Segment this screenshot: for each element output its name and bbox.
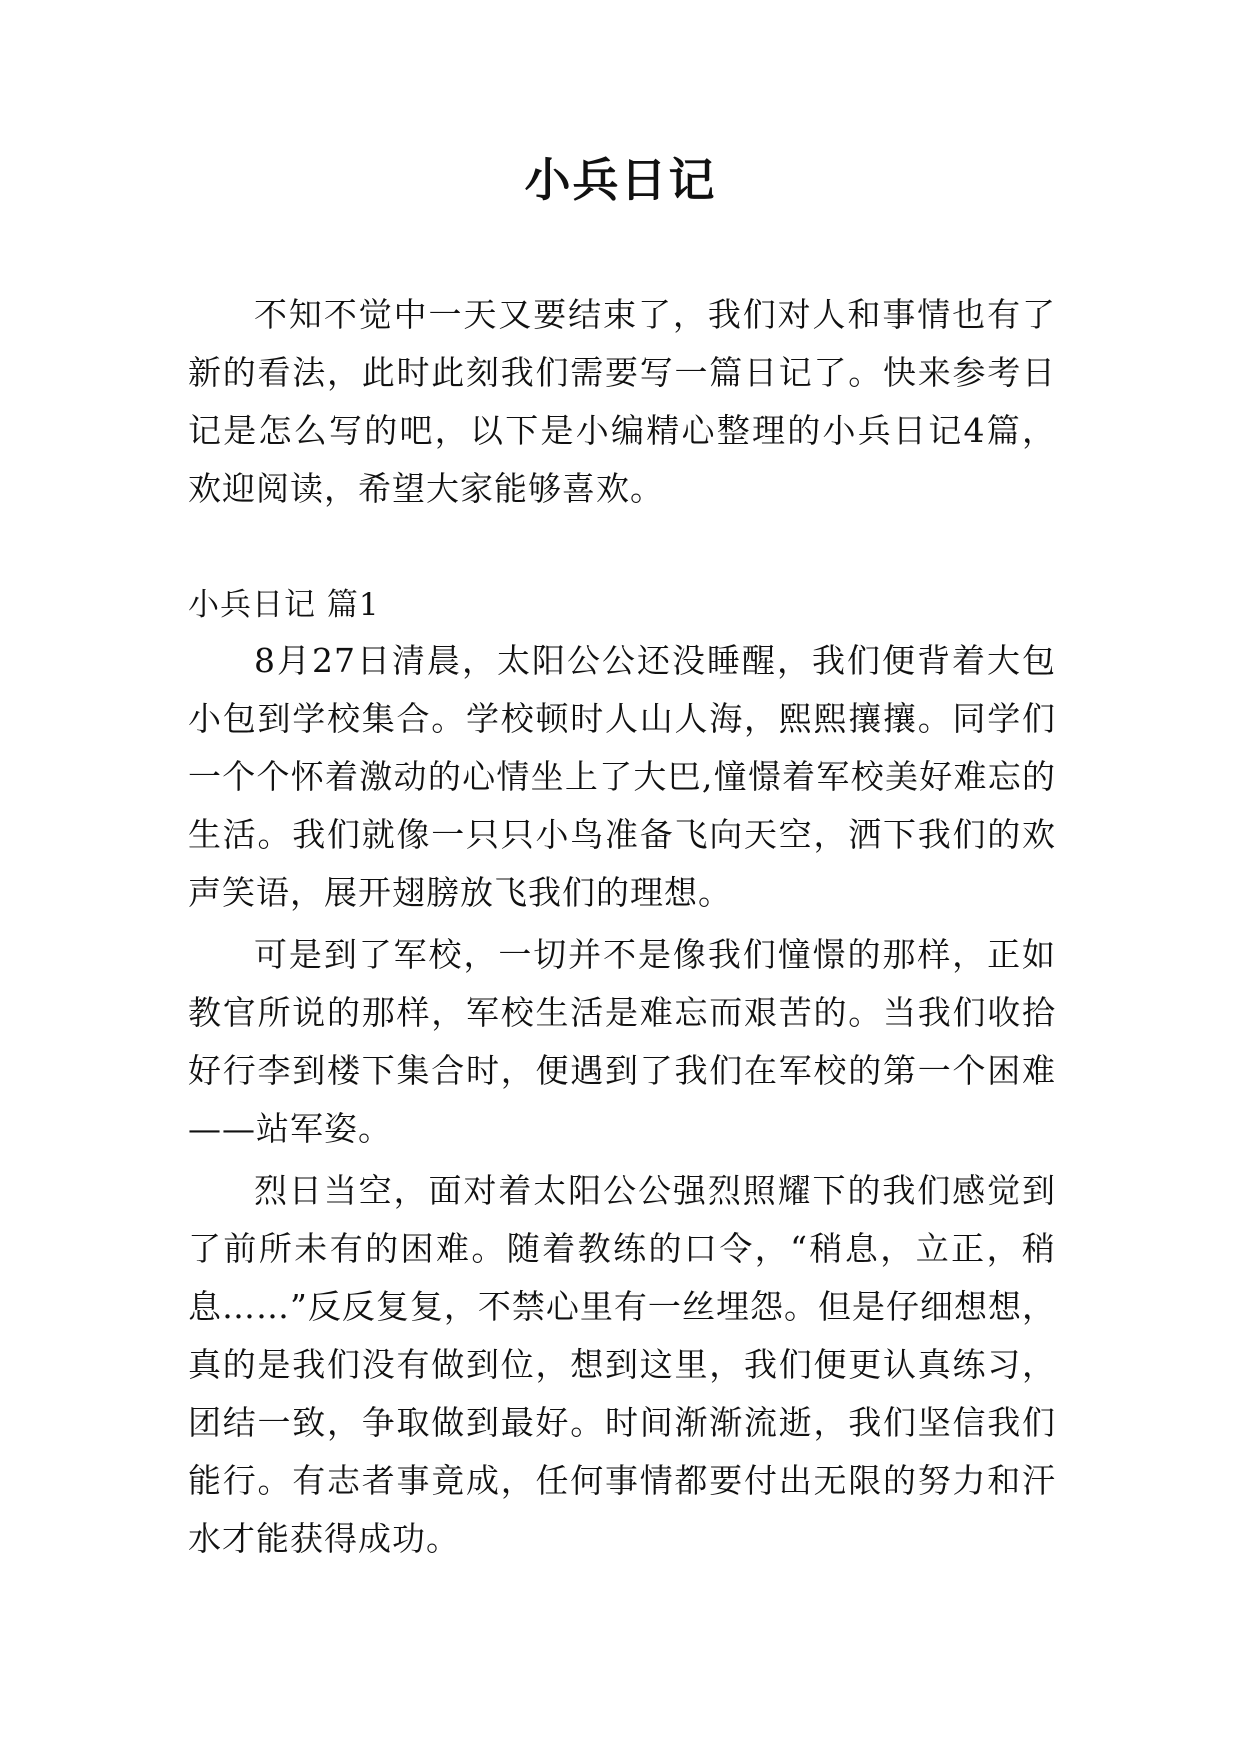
paragraph-3 (188, 1162, 1056, 1568)
intro-text: 不知不觉中一天又要结束了，我们对人和事情也有了新的看法，此时此刻我们需要写一篇日记了。快来参考日记是怎么写的吧，以下是小编精心整理的小兵日记4篇，欢迎阅读，希望大家能够喜欢。 (188, 295, 1056, 508)
document-title: 小兵日记 (524, 153, 717, 207)
paragraph-1 (188, 632, 1056, 922)
section-heading: 小兵日记 篇1 (188, 587, 380, 623)
intro-paragraph (188, 286, 1056, 518)
paragraph-text: 烈日当空，面对着太阳公公强烈照耀下的我们感觉到了前所未有的困难。随着教练的口令，“稍息，立正，稍息……”反反复复，不禁心里有一丝埋怨。但是仔细想想，真的是我们没有做到位，想到这里，我们便更认真练习，团结一致，争取做到最好。时间渐渐流逝，我们坚信我们能行。有志者事竟成，任何事情都要付出无限的努力和汗水才能获得成功。 (188, 1171, 1056, 1558)
paragraph-text: 8月27日清晨，太阳公公还没睡醒，我们便背着大包小包到学校集合。学校顿时人山人海，熙熙攘攘。同学们一个个怀着激动的心情坐上了大巴,憧憬着军校美好难忘的生活。我们就像一只只小鸟准备飞向天空，洒下我们的欢声笑语，展开翅膀放飞我们的理想。 (188, 641, 1056, 912)
paragraph-2 (188, 926, 1056, 1158)
paragraph-text: 可是到了军校，一切并不是像我们憧憬的那样，正如教官所说的那样，军校生活是难忘而艰苦的。当我们收拾好行李到楼下集合时，便遇到了我们在军校的第一个困难——站军姿。 (188, 935, 1056, 1148)
